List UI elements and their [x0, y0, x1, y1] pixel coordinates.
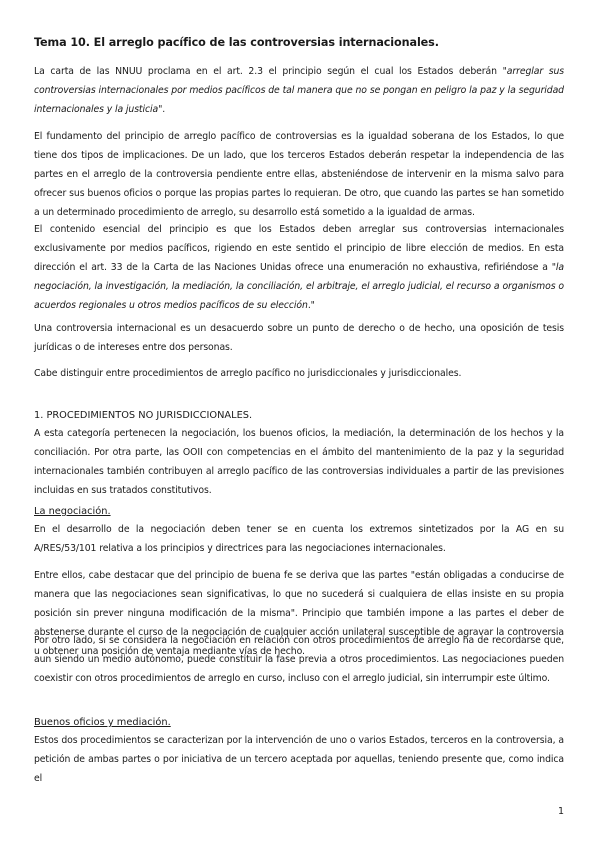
paragraph-contenido-esencial [34, 220, 564, 315]
p1-text-end: ". [158, 104, 166, 115]
paragraph-fundamento: El fundamento del principio de arreglo pacífico de controversias es la igualdad soberana de los Estados, lo que tiene dos tipos de implicaciones. De un lado, que los terceros Estados deberán respetar la independencia de las partes en el arreglo de la controversia pendiente entre ellas, absteniéndose de intervenir en la misma salvo para ofrecer sus buenos oficios o porque las propias partes lo requieran. De otro, que cuando las partes se han sometido a un determinado procedimiento de arreglo, su desarrollo está sometido a la igualdad de armas. [34, 131, 564, 218]
page-number: 1 [558, 806, 565, 817]
section-heading-no-jurisdiccionales: 1. PROCEDIMIENTOS NO JURISDICCIONALES. [34, 410, 253, 421]
p3-text-end: ." [307, 300, 315, 311]
subheading-buenos-oficios: Buenos oficios y mediación. [34, 717, 171, 728]
paragraph-categoria: A esta categoría pertenecen la negociación, los buenos oficios, la mediación, la determinación de los hechos y la conciliación. Por otra parte, las OOII con competencias en el ámbito del mantenimiento de la paz y la seguridad internacionales también contribuyen al arreglo pacífico de las controversias individuales a partir de las previsiones incluidas en sus tratados constitutivos. [34, 428, 564, 496]
paragraph-buenos-oficios: Estos dos procedimientos se caracterizan por la intervención de uno o varios Estados, terceros en la controversia, a petición de ambas partes o por iniciativa de un tercero aceptada por aquellas, teniendo presente que, como indica el [34, 735, 564, 784]
paragraph-definicion-controversia: Una controversia internacional es un desacuerdo sobre un punto de derecho o de hecho, una oposición de tesis jurídicas o de intereses entre dos personas. [34, 323, 564, 353]
p1-quote: arreglar sus controversias internacionales por medios pacíficos de tal manera que no se pongan en peligro la paz y la seguridad internacionales y la justicia [34, 66, 565, 115]
subheading-negociacion: La negociación. [34, 506, 111, 517]
paragraph-otros-procedimientos: Por otro lado, si se considera la negociación en relación con otros procedimientos de arreglo ha de recordarse que, aun siendo un medio autónomo, puede constituir la fase previa a otros procedimientos. Las negociaciones pueden coexistir con otros procedimientos de arreglo en curso, incluso con el arreglo judicial, sin interrumpir este último. [34, 635, 564, 684]
paragraph-distincion: Cabe distinguir entre procedimientos de arreglo pacífico no jurisdiccionales y jurisdiccionales. [34, 368, 462, 379]
paragraph-negociacion-desarrollo: En el desarrollo de la negociación deben tener se en cuenta los extremos sintetizados por la AG en su A/RES/53/101 relativa a los principios y directrices para las negociaciones internacionales. [34, 524, 564, 554]
p3-quote: la negociación, la investigación, la mediación, la conciliación, el arbitraje, el arreglo judicial, el recurso a organismos o acuerdos regionales u otros medios pacíficos de su elección [34, 262, 564, 311]
paragraph-carta-nnuu [34, 62, 564, 119]
document-title: Tema 10. El arreglo pacífico de las controversias internacionales. [34, 36, 439, 49]
p1-text-start: La carta de las NNUU proclama en el art. 2.3 el principio según el cual los Estados deberán " [34, 66, 507, 77]
paragraph-buena-fe: Entre ellos, cabe destacar que del principio de buena fe se deriva que las partes "están obligadas a conducirse de manera que las negociaciones sean significativas, lo que no sucederá si cualquiera de ellas insiste en su propia posición sin prever ninguna modificación de la misma". Principio que también impone a las partes el deber de abstenerse durante el curso de la negociación de cualquier acción unilateral susceptible de agravar la controversia u obtener una posición de ventaja mediante vías de hecho. [34, 570, 564, 657]
p3-text-start: El contenido esencial del principio es que los Estados deben arreglar sus controversias internacionales exclusivamente por medios pacíficos, rigiendo en este sentido el principio de libre elección de medios. En esta dirección el art. 33 de la Carta de las Naciones Unidas ofrece una enumeración no exhaustiva, refiriéndose a " [34, 224, 564, 273]
